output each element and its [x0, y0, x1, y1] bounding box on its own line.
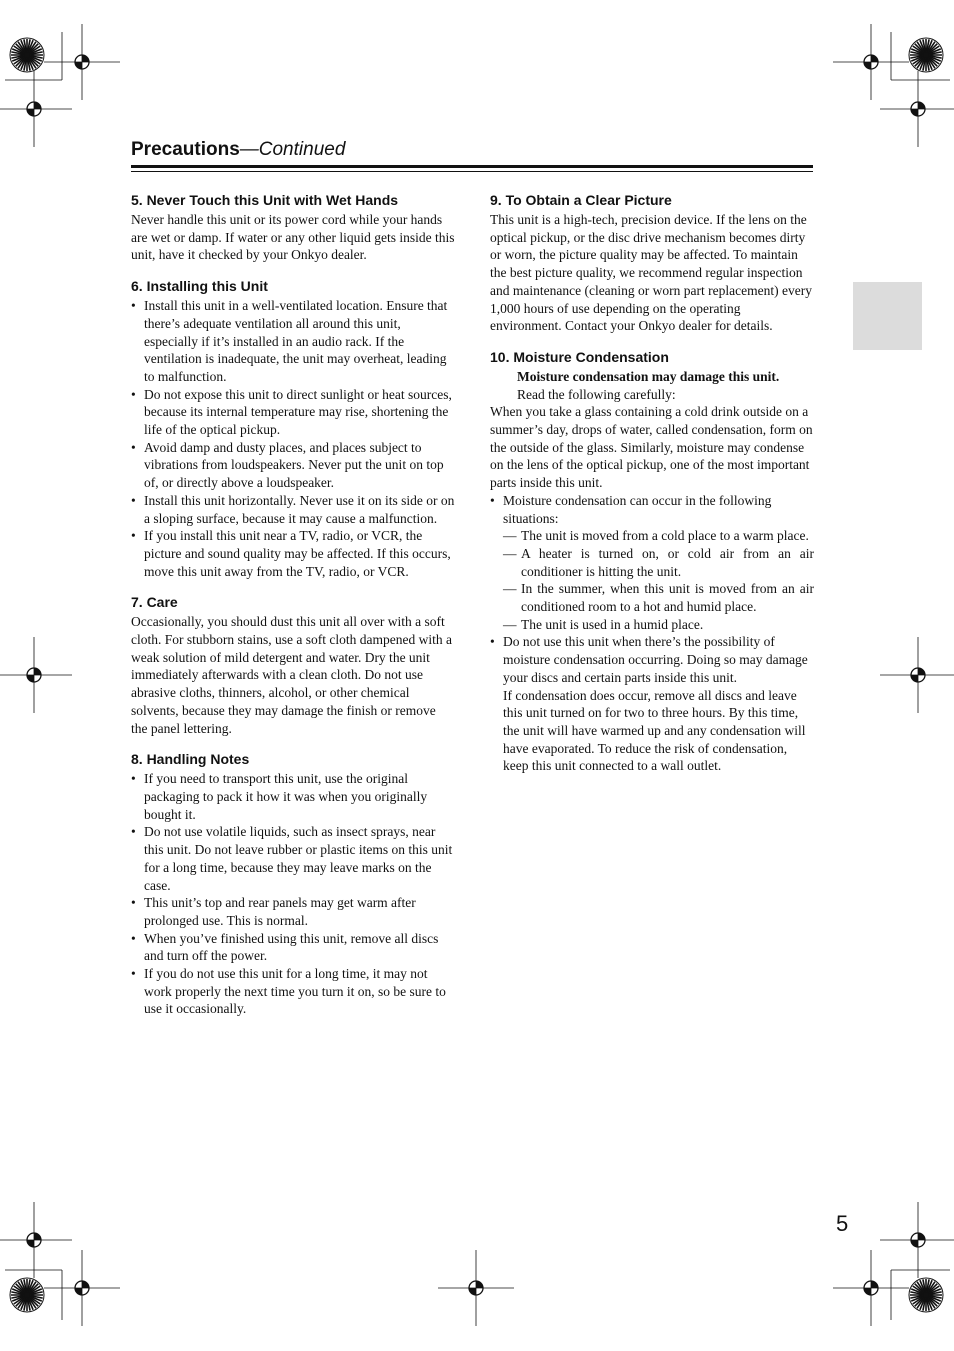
section-text: When you take a glass containing a cold drink outside on a summer’s day, drops of water, called condensation, form on the outside of the glass. Similarly, moisture may condense on the lens of the optical pickup, one of the most important parts inside this unit. [490, 404, 813, 491]
section-care [131, 594, 455, 737]
section-heading: 10. Moisture Condensation [490, 348, 669, 365]
bullet-list [131, 770, 455, 1018]
section-heading: 7. Care [131, 594, 178, 611]
page-number: 5 [836, 1211, 849, 1236]
side-tab [853, 282, 922, 350]
section-heading: 8. Handling Notes [131, 751, 250, 768]
right-column [490, 192, 814, 789]
section-clear-picture [490, 192, 814, 335]
header-rule-thick [131, 165, 813, 168]
dash-item: — The unit is moved from a cold place to a warm place. [503, 527, 814, 545]
list-item: • If you install this unit near a TV, radio, or VCR, the picture and sound quality may be affected. If this occurs, move this unit away from the TV, radio, or VCR. [131, 527, 455, 580]
list-item [490, 633, 814, 775]
dash-list [503, 527, 814, 633]
page-header [131, 139, 813, 161]
list-item: • When you’ve finished using this unit, remove all discs and turn off the power. [131, 930, 455, 965]
list-item: • This unit’s top and rear panels may get warm after prolonged use. This is normal. [131, 894, 455, 929]
list-item: • If you do not use this unit for a long time, it may not work properly the next time you turn it on, so be sure to use it occasionally. [131, 965, 455, 1018]
page-title: Precautions [131, 139, 240, 160]
section-text: Never handle this unit or its power cord while your hands are wet or damp. If water or any other liquid gets inside this unit, have it checked by your Onkyo dealer. [131, 212, 455, 263]
list-item: • Install this unit horizontally. Never use it on its side or on a sloping surface, because it may cause a malfunction. [131, 492, 455, 527]
list-item [490, 492, 814, 634]
list-item: • Avoid damp and dusty places, and places subject to vibrations from loudspeakers. Never put the unit on top of, or directly above a loudspeaker. [131, 439, 455, 492]
list-item-text: Moisture condensation can occur in the following situations: [503, 492, 772, 526]
section-heading: 5. Never Touch this Unit with Wet Hands [131, 192, 399, 208]
bullet-list [490, 492, 814, 775]
list-item: • Do not expose this unit to direct sunlight or heat sources, because its internal temperature may rise, shortening the life of the optical pickup. [131, 386, 455, 439]
header-rule-thin [131, 171, 813, 172]
list-item-text: Do not use this unit when there’s the possibility of moisture condensation occurring. Doing so may damage your discs and certain parts inside this unit. [503, 634, 808, 685]
dash-item: — A heater is turned on, or cold air from an air conditioner is hitting the unit. [503, 545, 814, 580]
section-moisture [490, 349, 814, 775]
read-note: Read the following carefully: [517, 386, 676, 402]
dash-item: — The unit is used in a humid place. [503, 616, 814, 634]
warning-text: Moisture condensation may damage this unit. [517, 368, 780, 384]
bullet-list [131, 297, 455, 580]
section-installing [131, 278, 455, 580]
section-text: Occasionally, you should dust this unit all over with a soft cloth. For stubborn stains, use a soft cloth dampened with a weak solution of mild detergent and water. Dry the unit immediately afterwards with a clean cloth. Do not use abrasive cloths, thinners, alcohol, or other chemical solvents, because they may damage the finish or remove the panel lettering. [131, 614, 452, 736]
page-subtitle: —Continued [239, 139, 346, 160]
list-item: • Do not use volatile liquids, such as insect sprays, near this unit. Do not leave rubber or plastic items on this unit for a long time, because they may leave marks on the case. [131, 823, 455, 894]
dash-item: — In the summer, when this unit is moved from an air conditioned room to a hot and humid place. [503, 580, 814, 615]
list-item-continuation: If condensation does occur, remove all discs and leave this unit turned on for two to three hours. By this time, the unit will have warmed up and any condensation will have evaporated. To reduce the risk of condensation, keep this unit connected to a wall outlet. [503, 687, 806, 774]
list-item: • Install this unit in a well-ventilated location. Ensure that there’s adequate ventilation all around this unit, especially if it’s installed in an audio rack. If the ventilation is inadequate, the unit may overheat, leading to malfunction. [131, 297, 455, 386]
left-column [131, 192, 455, 1032]
section-wet-hands [131, 192, 455, 264]
section-text: This unit is a high-tech, precision device. If the lens on the optical pickup, or the disc drive mechanism becomes dirty or worn, the picture quality may be affected. To maintain the best picture quality, we recommend regular inspection and maintenance (cleaning or worn part replacement) every 1,000 hours of use depending on the operating environment. Contact your Onkyo dealer for details. [490, 212, 812, 334]
section-handling [131, 751, 455, 1018]
section-heading: 9. To Obtain a Clear Picture [490, 192, 672, 208]
list-item: • If you need to transport this unit, use the original packaging to pack it how it was when you originally bought it. [131, 770, 455, 823]
section-heading: 6. Installing this Unit [131, 278, 268, 295]
